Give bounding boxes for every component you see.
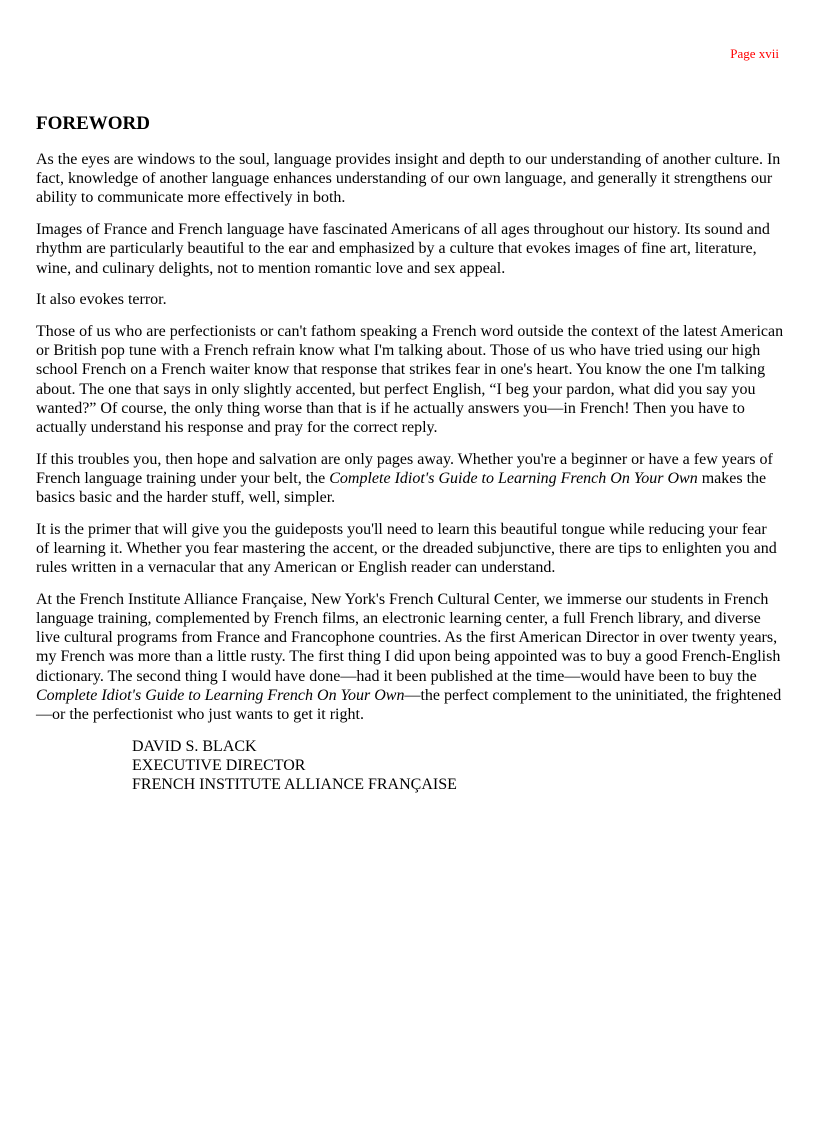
paragraph-6: It is the primer that will give you the guideposts you'll need to learn this beautiful tongue while reducing your fear of learning it. Whether you fear mastering the accent, or the dreaded subjunctive, there are tips to enlighten you and rules written in a vernacular that any American or English reader can understand. [36,520,777,577]
signature-block [132,737,784,795]
paragraph-7 [36,590,784,724]
paragraph-4: Those of us who are perfectionists or can't fathom speaking a French word outside the context of the latest American or British pop tune with a French refrain know what I'm talking about. Those of us who have tried using our high school French on a French waiter know that response that strikes fear in one's heart. You know the one I'm talking about. The one that says in only slightly accented, but perfect English, “I beg your pardon, what did you say you wanted?” Of course, the only thing worse than that is if he actually answers you—in French! Then you have to actually understand his response and pray for the correct reply. [36,322,784,436]
document-body [36,112,784,794]
paragraph-5 [36,450,784,508]
book-title: Complete Idiot's Guide to Learning French On Your Own [329,469,698,487]
book-title: Complete Idiot's Guide to Learning French On Your Own [36,686,405,704]
paragraph-5-end: makes the basics basic and the harder stuff, well, simpler. [36,469,767,507]
page-title: FOREWORD [36,113,150,134]
paragraph-7-end: —the perfect complement to the uninitiated, the frightened—or the perfectionist who just wants to get it right. [36,686,782,724]
signature-organization: FRENCH INSTITUTE ALLIANCE FRANÇAISE [132,776,457,794]
paragraph-5-start: If this troubles you, then hope and salvation are only pages away. Whether you're a beginner or have a few years of French language training under your belt, the [36,450,773,487]
paragraph-2: Images of France and French language have fascinated Americans of all ages throughout our history. Its sound and rhythm are particularly beautiful to the ear and emphasized by a culture that evokes images of fine art, literature, wine, and culinary delights, not to mention romantic love and sex appeal. [36,221,770,277]
signature-name: DAVID S. BLACK [132,737,257,755]
signature-title: EXECUTIVE DIRECTOR [132,756,306,774]
page-number: Page xvii [730,46,779,61]
paragraph-3: It also evokes terror. [36,291,167,309]
paragraph-7-start: At the French Institute Alliance Française, New York's French Cultural Center, we immerse our students in French language training, complemented by French films, an electronic learning center, a full French library, and diverse live cultural programs from France and Francophone countries. As the first American Director in over twenty years, my French was more than a little rusty. The first thing I did upon being appointed was to buy a good French-English dictionary. The second thing I would have done—had it been published at the time—would have been to buy the [36,590,781,685]
paragraph-1: As the eyes are windows to the soul, language provides insight and depth to our understanding of another culture. In fact, knowledge of another language enhances understanding of our own language, and generally it strengthens our ability to communicate more effectively in both. [36,151,781,207]
